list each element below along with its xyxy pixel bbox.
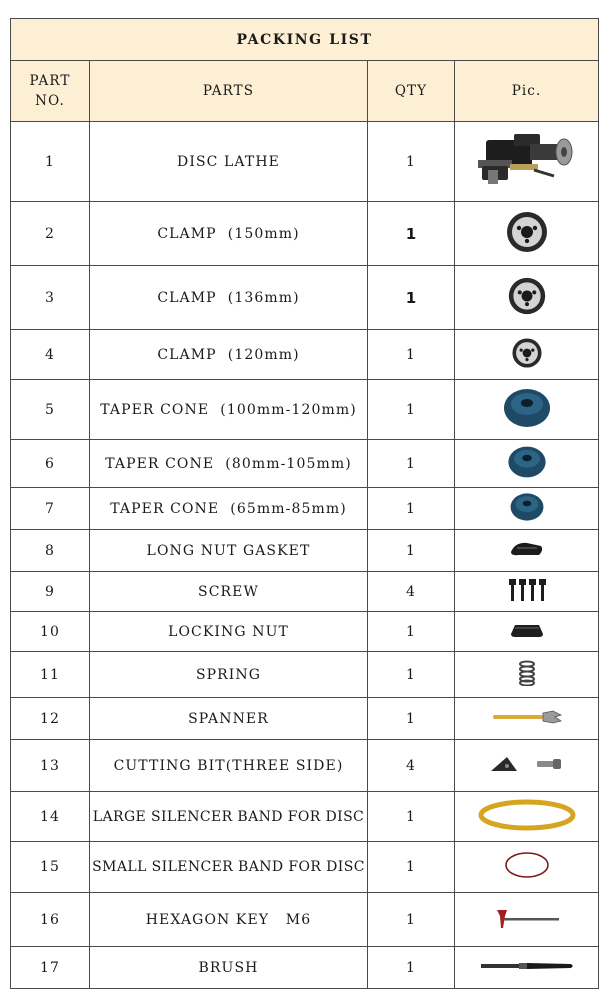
table-row bbox=[11, 572, 599, 612]
picture-cell bbox=[455, 792, 599, 842]
hex-key-icon bbox=[455, 906, 598, 934]
table-row bbox=[11, 792, 599, 842]
part-name-cell: TAPER CONE (80mm-105mm) bbox=[90, 440, 368, 488]
part-number-cell: 9 bbox=[11, 572, 90, 612]
picture-cell bbox=[455, 572, 599, 612]
part-number-cell: 6 bbox=[11, 440, 90, 488]
picture-cell bbox=[455, 330, 599, 380]
spring-icon bbox=[455, 660, 598, 690]
quantity-cell: 4 bbox=[368, 572, 455, 612]
quantity-cell: 1 bbox=[368, 842, 455, 893]
part-name-cell: TAPER CONE (65mm-85mm) bbox=[90, 488, 368, 530]
quantity-cell: 1 bbox=[368, 893, 455, 947]
table-row bbox=[11, 440, 599, 488]
part-number-cell: 7 bbox=[11, 488, 90, 530]
packing-list-table bbox=[10, 18, 599, 989]
quantity-cell: 4 bbox=[368, 740, 455, 792]
part-name-cell: LOCKING NUT bbox=[90, 612, 368, 652]
table-row bbox=[11, 893, 599, 947]
header-qty: QTY bbox=[368, 61, 455, 122]
table-row bbox=[11, 122, 599, 202]
packing-list-sheet bbox=[10, 18, 598, 989]
part-name-cell: SMALL SILENCER BAND FOR DISC bbox=[90, 842, 368, 893]
header-pic: Pic. bbox=[455, 61, 599, 122]
table-row bbox=[11, 266, 599, 330]
table-row bbox=[11, 947, 599, 989]
table-row bbox=[11, 652, 599, 698]
clamp-medium-icon bbox=[455, 276, 598, 320]
quantity-cell: 1 bbox=[368, 792, 455, 842]
screws-icon bbox=[455, 577, 598, 607]
quantity-cell: 1 bbox=[368, 202, 455, 266]
spanner-icon bbox=[455, 709, 598, 729]
quantity-cell: 1 bbox=[368, 612, 455, 652]
disc-lathe-icon bbox=[455, 130, 598, 194]
part-name-cell: SPRING bbox=[90, 652, 368, 698]
table-row bbox=[11, 202, 599, 266]
table-title: PACKING LIST bbox=[11, 19, 599, 61]
table-row bbox=[11, 698, 599, 740]
picture-cell bbox=[455, 947, 599, 989]
part-name-cell: CLAMP (136mm) bbox=[90, 266, 368, 330]
picture-cell bbox=[455, 893, 599, 947]
brush-icon bbox=[455, 960, 598, 976]
quantity-cell: 1 bbox=[368, 698, 455, 740]
quantity-cell: 1 bbox=[368, 488, 455, 530]
part-number-cell: 4 bbox=[11, 330, 90, 380]
part-name-cell: HEXAGON KEY M6 bbox=[90, 893, 368, 947]
picture-cell bbox=[455, 652, 599, 698]
part-number-cell: 11 bbox=[11, 652, 90, 698]
gasket-icon bbox=[455, 540, 598, 562]
quantity-cell: 1 bbox=[368, 330, 455, 380]
picture-cell bbox=[455, 380, 599, 440]
picture-cell bbox=[455, 122, 599, 202]
part-name-cell: CLAMP (120mm) bbox=[90, 330, 368, 380]
table-row bbox=[11, 740, 599, 792]
part-number-cell: 1 bbox=[11, 122, 90, 202]
silencer-band-large-icon bbox=[455, 798, 598, 836]
part-number-cell: 14 bbox=[11, 792, 90, 842]
part-name-cell: CUTTING BIT(THREE SIDE) bbox=[90, 740, 368, 792]
taper-cone-medium-icon bbox=[455, 445, 598, 483]
part-name-cell: BRUSH bbox=[90, 947, 368, 989]
picture-cell bbox=[455, 530, 599, 572]
part-name-cell: CLAMP (150mm) bbox=[90, 202, 368, 266]
clamp-small-icon bbox=[455, 337, 598, 373]
part-number-cell: 10 bbox=[11, 612, 90, 652]
picture-cell bbox=[455, 698, 599, 740]
part-name-cell: LONG NUT GASKET bbox=[90, 530, 368, 572]
part-name-cell: DISC LATHE bbox=[90, 122, 368, 202]
picture-cell bbox=[455, 488, 599, 530]
picture-cell bbox=[455, 842, 599, 893]
table-row bbox=[11, 330, 599, 380]
part-name-cell: TAPER CONE (100mm-120mm) bbox=[90, 380, 368, 440]
part-number-cell: 5 bbox=[11, 380, 90, 440]
header-part-no bbox=[11, 61, 90, 122]
header-parts: PARTS bbox=[90, 61, 368, 122]
picture-cell bbox=[455, 266, 599, 330]
part-number-cell: 3 bbox=[11, 266, 90, 330]
part-number-cell: 2 bbox=[11, 202, 90, 266]
quantity-cell: 1 bbox=[368, 530, 455, 572]
quantity-cell: 1 bbox=[368, 440, 455, 488]
quantity-cell: 1 bbox=[368, 266, 455, 330]
part-number-cell: 13 bbox=[11, 740, 90, 792]
cutting-bit-icon bbox=[455, 753, 598, 779]
header-part-no-label: PART NO. bbox=[29, 73, 71, 109]
picture-cell bbox=[455, 440, 599, 488]
clamp-large-icon bbox=[455, 210, 598, 258]
quantity-cell: 1 bbox=[368, 380, 455, 440]
table-row bbox=[11, 488, 599, 530]
part-name-cell: LARGE SILENCER BAND FOR DISC bbox=[90, 792, 368, 842]
table-row bbox=[11, 380, 599, 440]
quantity-cell: 1 bbox=[368, 947, 455, 989]
part-name-cell: SPANNER bbox=[90, 698, 368, 740]
picture-cell bbox=[455, 202, 599, 266]
part-number-cell: 8 bbox=[11, 530, 90, 572]
table-row bbox=[11, 530, 599, 572]
part-name-cell: SCREW bbox=[90, 572, 368, 612]
table-row bbox=[11, 612, 599, 652]
silencer-band-small-icon bbox=[455, 850, 598, 884]
taper-cone-small-icon bbox=[455, 492, 598, 526]
picture-cell bbox=[455, 612, 599, 652]
part-number-cell: 15 bbox=[11, 842, 90, 893]
part-number-cell: 17 bbox=[11, 947, 90, 989]
quantity-cell: 1 bbox=[368, 122, 455, 202]
taper-cone-large-icon bbox=[455, 387, 598, 433]
part-number-cell: 12 bbox=[11, 698, 90, 740]
table-row bbox=[11, 842, 599, 893]
picture-cell bbox=[455, 740, 599, 792]
locking-nut-icon bbox=[455, 622, 598, 642]
part-number-cell: 16 bbox=[11, 893, 90, 947]
quantity-cell: 1 bbox=[368, 652, 455, 698]
